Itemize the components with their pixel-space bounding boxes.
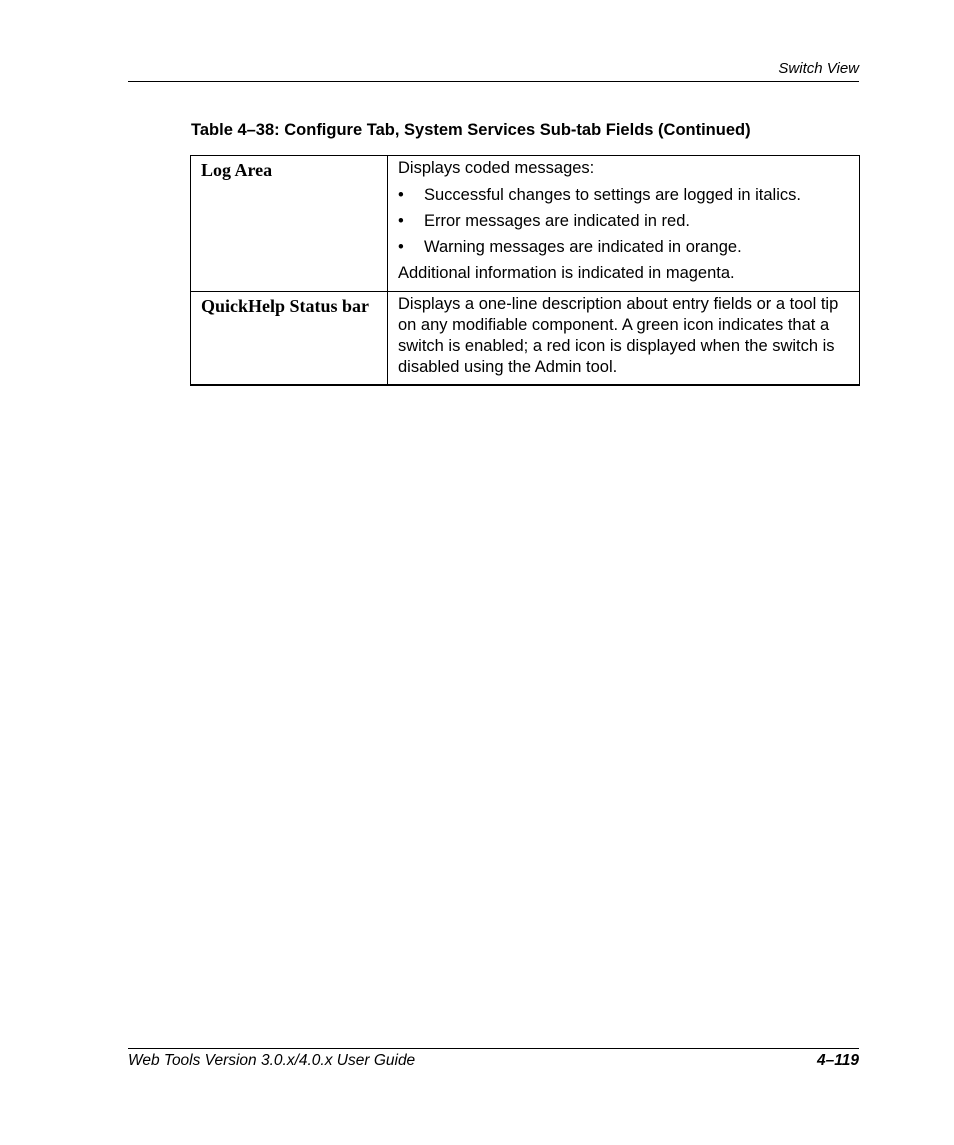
footer-page-number: 4–119 — [817, 1052, 859, 1069]
bullet-icon: • — [398, 238, 404, 256]
page-footer — [128, 1048, 859, 1073]
page-header — [128, 58, 859, 82]
list-item-text: Error messages are indicated in red. — [424, 212, 690, 230]
list-item-text: Successful changes to settings are logged in italics. — [424, 186, 801, 204]
table-caption: Table 4–38: Configure Tab, System Services Sub-tab Fields (Continued) — [191, 121, 751, 139]
list-item — [398, 237, 849, 258]
field-description — [388, 292, 860, 386]
footer-doc-title: Web Tools Version 3.0.x/4.0.x User Guide — [128, 1052, 416, 1069]
running-header-section: Switch View — [778, 60, 859, 77]
table-row — [191, 156, 860, 292]
field-name: QuickHelp Status bar — [191, 292, 388, 386]
bullet-icon: • — [398, 212, 404, 230]
description-text: Displays a one-line description about entry fields or a tool tip on any modifiable component. A green icon indicates that a switch is enabled; a red icon is displayed when the switch is disabled using the Admin tool. — [398, 295, 839, 376]
field-name: Log Area — [191, 156, 388, 292]
description-outro: Additional information is indicated in magenta. — [398, 264, 735, 282]
description-intro: Displays coded messages: — [398, 159, 595, 177]
list-item — [398, 211, 849, 232]
list-item — [398, 185, 849, 206]
table-row — [191, 292, 860, 386]
bullet-icon: • — [398, 186, 404, 204]
bullet-list — [398, 185, 849, 258]
fields-table — [190, 155, 860, 386]
field-description — [388, 156, 860, 292]
list-item-text: Warning messages are indicated in orange. — [424, 238, 742, 256]
